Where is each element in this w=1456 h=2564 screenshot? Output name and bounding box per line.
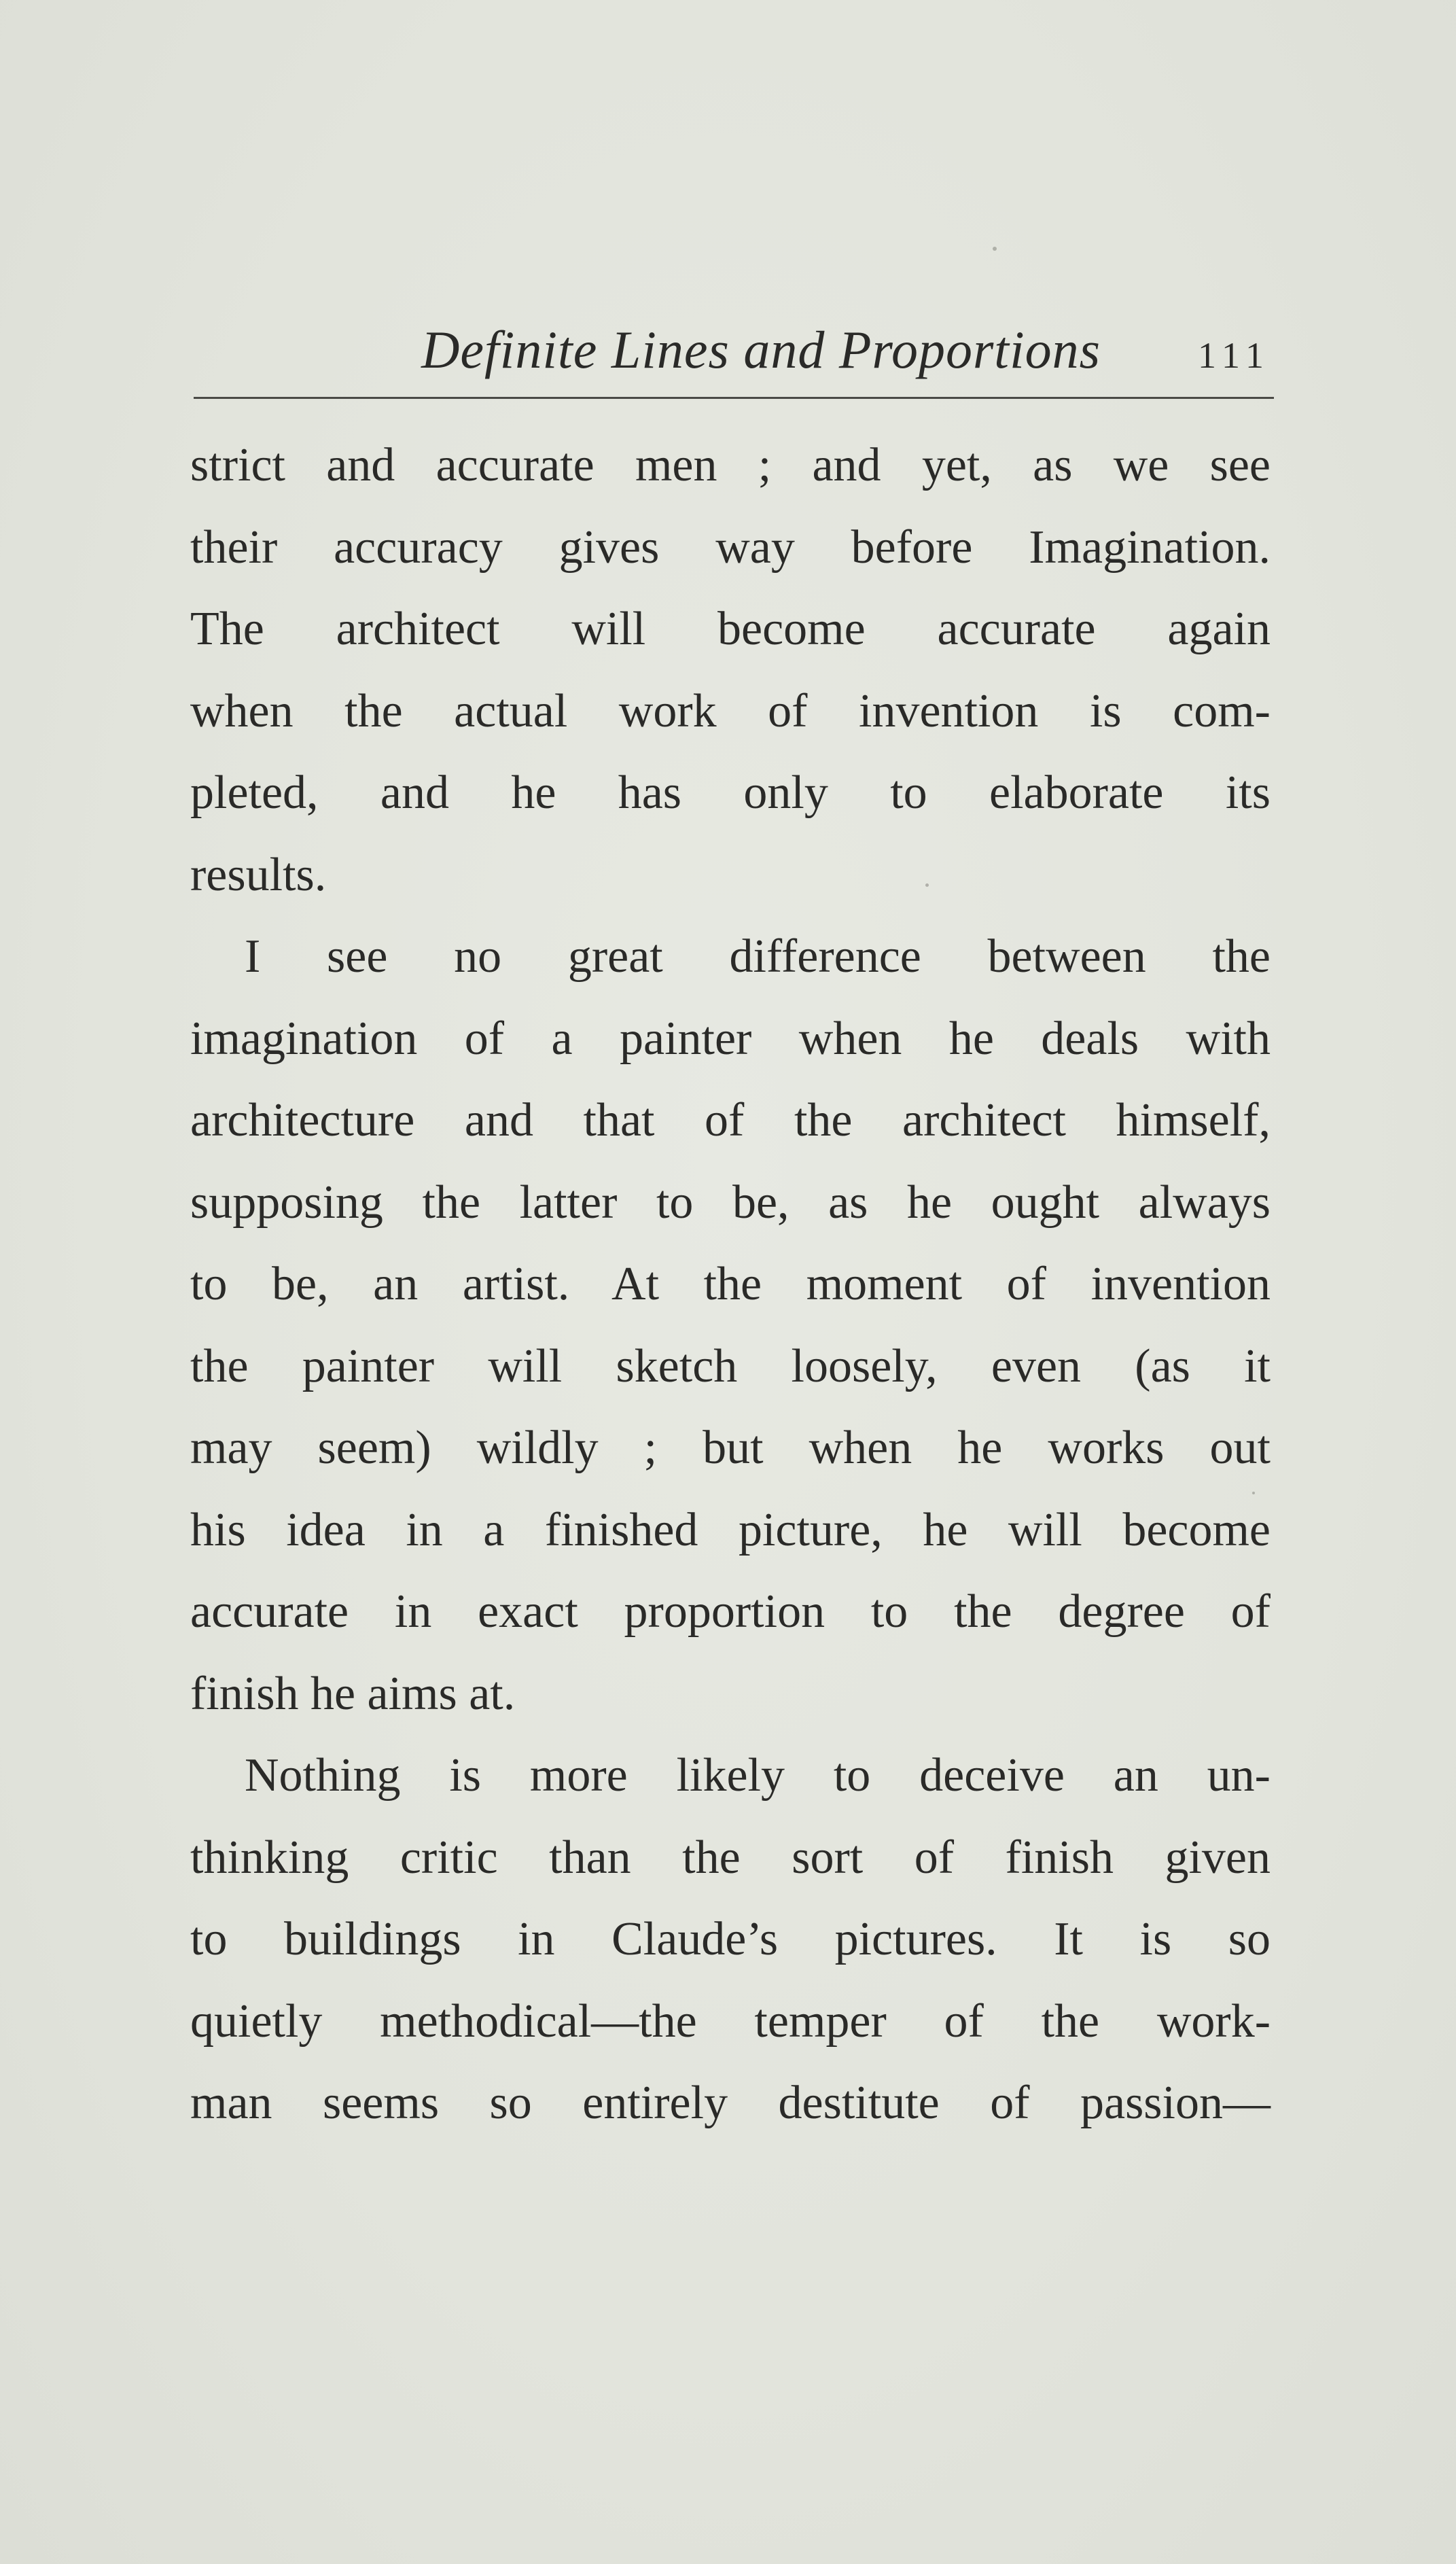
text-body	[190, 425, 1271, 2145]
text-line: pleted, and he has only to elaborate its	[190, 767, 1271, 819]
text-line: Nothing is more likely to deceive an un-	[245, 1749, 1271, 1802]
text-line: when the actual work of invention is com-	[190, 684, 1271, 737]
running-head	[190, 313, 1271, 387]
text-line: results.	[190, 848, 327, 901]
text-line: the painter will sketch loosely, even (as it	[190, 1339, 1271, 1392]
text-line: to buildings in Claude’s pictures. It is so	[190, 1913, 1271, 1965]
text-line: finish he aims at.	[190, 1667, 516, 1720]
page-number: 111	[1198, 335, 1271, 376]
text-line: their accuracy gives way before Imagination.	[190, 521, 1271, 574]
paper-speck	[993, 247, 997, 251]
text-line: thinking critic than the sort of finish given	[190, 1831, 1271, 1884]
text-line: man seems so entirely destitute of passion—	[190, 2077, 1271, 2129]
text-line: quietly methodical—the temper of the work-	[190, 1995, 1271, 2048]
text-line: architecture and that of the architect himself,	[190, 1094, 1271, 1146]
text-line: strict and accurate men ; and yet, as we see	[190, 439, 1271, 491]
text-line: to be, an artist. At the moment of invention	[190, 1258, 1271, 1310]
header-rule	[194, 397, 1274, 399]
text-line: may seem) wildly ; but when he works out	[190, 1422, 1271, 1474]
text-line: imagination of a painter when he deals with	[190, 1012, 1271, 1065]
text-line: I see no great difference between the	[245, 930, 1271, 983]
running-title: Definite Lines and Proportions	[421, 320, 1101, 379]
text-line: The architect will become accurate again	[190, 603, 1271, 655]
text-line: his idea in a finished picture, he will become	[190, 1503, 1271, 1556]
text-line: accurate in exact proportion to the degree of	[190, 1585, 1271, 1638]
text-line: supposing the latter to be, as he ought always	[190, 1176, 1271, 1229]
